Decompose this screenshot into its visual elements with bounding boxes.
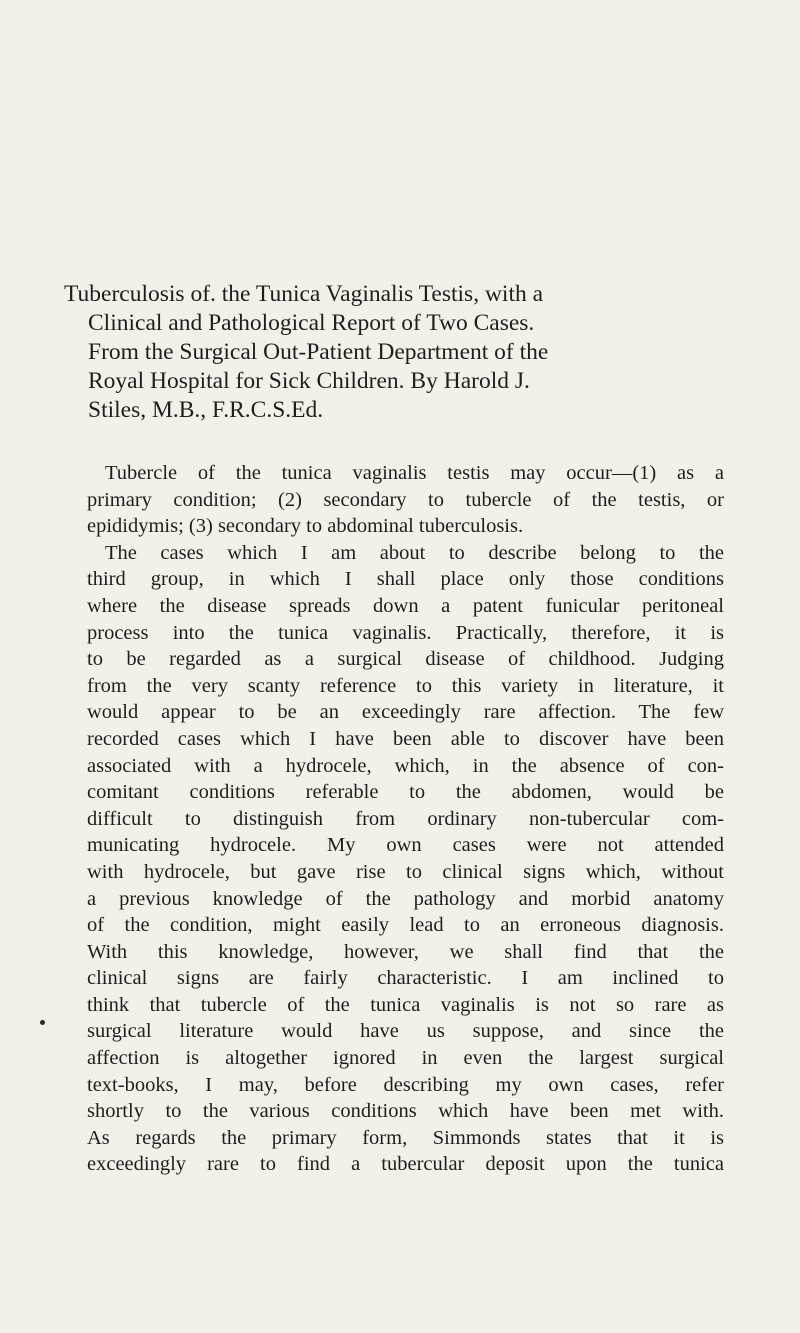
body-line: With this knowledge, however, we shall find that the	[87, 940, 724, 963]
body-line: municating hydrocele. My own cases were not attended	[87, 834, 724, 857]
body-line: As regards the primary form, Simmonds states that it is	[87, 1126, 724, 1149]
body-line: process into the tunica vaginalis. Practically, therefore, it is	[87, 621, 724, 644]
body-line: clinical signs are fairly characteristic. I am inclined to	[87, 967, 724, 990]
body-line: of the condition, might easily lead to an erroneous diagnosis.	[87, 914, 724, 937]
body-line: surgical literature would have us suppose, and since the	[87, 1020, 724, 1043]
body-line: a previous knowledge of the pathology and morbid anatomy	[87, 887, 724, 910]
body-line: think that tubercle of the tunica vaginalis is not so rare as	[87, 993, 724, 1016]
heading-line: Clinical and Pathological Report of Two Cases.	[88, 310, 535, 336]
heading-line: Royal Hospital for Sick Children. By Harold J.	[88, 368, 530, 394]
heading-line: Tuberculosis of. the Tunica Vaginalis Testis, with a	[64, 281, 544, 307]
heading-line: Stiles, M.B., F.R.C.S.Ed.	[88, 397, 324, 423]
body-line: shortly to the various conditions which have been met with.	[87, 1100, 724, 1123]
body-line: third group, in which I shall place only those conditions	[87, 568, 724, 591]
body-line: recorded cases which I have been able to discover have been	[87, 727, 724, 750]
body-line: exceedingly rare to find a tubercular deposit upon the tunica	[87, 1153, 724, 1176]
article-body	[87, 460, 724, 1178]
article-heading	[64, 280, 736, 425]
body-line: Tubercle of the tunica vaginalis testis may occur—(1) as a	[105, 462, 724, 484]
heading-line: From the Surgical Out-Patient Department of the	[88, 339, 549, 365]
body-line: epididymis; (3) secondary to abdominal tuberculosis.	[87, 515, 524, 538]
body-line: to be regarded as a surgical disease of childhood. Judging	[87, 648, 724, 671]
body-line: text-books, I may, before describing my own cases, refer	[87, 1073, 724, 1096]
ink-speck	[40, 1020, 45, 1025]
body-line: The cases which I am about to describe belong to the	[105, 541, 724, 564]
body-line: primary condition; (2) secondary to tubercle of the testis, or	[87, 488, 724, 511]
body-line: associated with a hydrocele, which, in the absence of con-	[87, 754, 724, 777]
body-line: would appear to be an exceedingly rare affection. The few	[87, 701, 724, 724]
body-line: from the very scanty reference to this variety in literature, it	[87, 674, 724, 697]
body-line: difficult to distinguish from ordinary non-tubercular com-	[87, 807, 724, 830]
body-line: with hydrocele, but gave rise to clinical signs which, without	[87, 860, 724, 883]
body-line: affection is altogether ignored in even the largest surgical	[87, 1047, 724, 1070]
body-line: comitant conditions referable to the abdomen, would be	[87, 781, 724, 804]
body-line: where the disease spreads down a patent funicular peritoneal	[87, 594, 724, 617]
